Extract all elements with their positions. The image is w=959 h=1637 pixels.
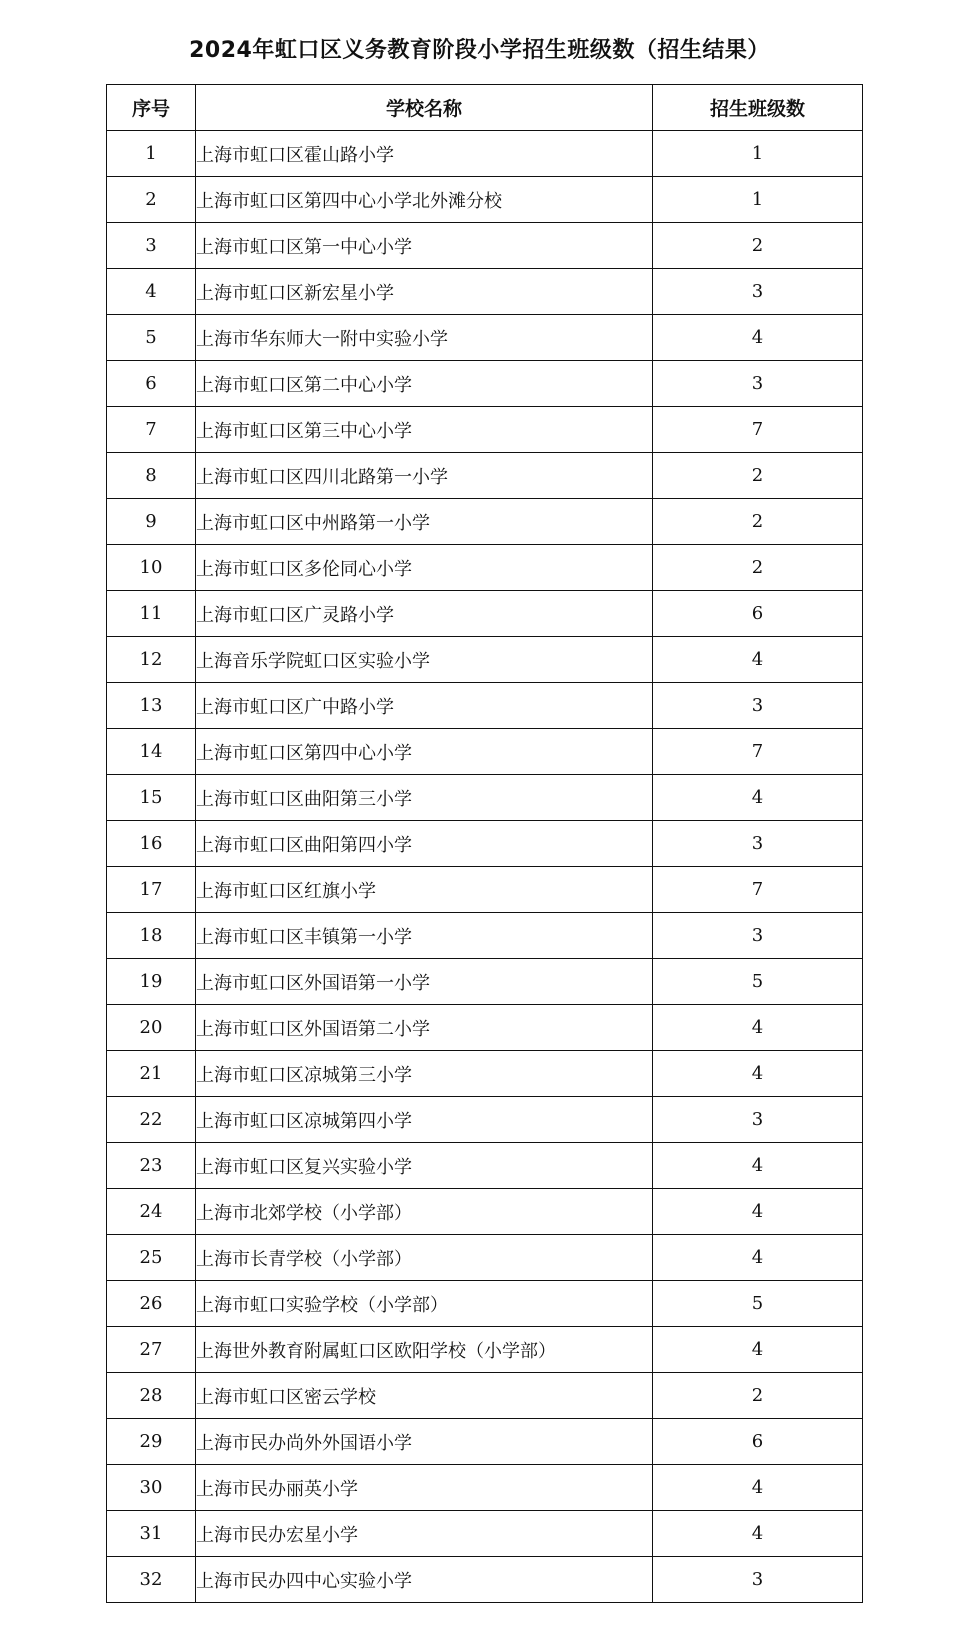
row-index-cell: 30 [107, 1465, 196, 1511]
row-index-cell: 17 [107, 867, 196, 913]
row-class-count-cell: 3 [653, 269, 863, 315]
row-index-cell: 5 [107, 315, 196, 361]
row-school-name-cell: 上海市虹口区丰镇第一小学 [196, 913, 653, 959]
row-index-cell: 15 [107, 775, 196, 821]
table-row [107, 177, 863, 223]
row-class-count-cell: 4 [653, 315, 863, 361]
table-row [107, 1465, 863, 1511]
table-row [107, 1281, 863, 1327]
row-school-name-cell: 上海市民办宏星小学 [196, 1511, 653, 1557]
table-row [107, 1557, 863, 1603]
row-school-name-cell: 上海市民办丽英小学 [196, 1465, 653, 1511]
row-class-count-cell: 2 [653, 545, 863, 591]
table-row [107, 1419, 863, 1465]
row-class-count-cell: 3 [653, 683, 863, 729]
row-index-cell: 25 [107, 1235, 196, 1281]
table-row [107, 269, 863, 315]
row-school-name-cell: 上海世外教育附属虹口区欧阳学校（小学部） [196, 1327, 653, 1373]
table-row [107, 1235, 863, 1281]
row-school-name-cell: 上海市虹口区广中路小学 [196, 683, 653, 729]
row-school-name-cell: 上海市虹口区四川北路第一小学 [196, 453, 653, 499]
row-class-count-cell: 4 [653, 1005, 863, 1051]
table-row [107, 821, 863, 867]
row-class-count-cell: 3 [653, 821, 863, 867]
row-school-name-cell: 上海市虹口区凉城第三小学 [196, 1051, 653, 1097]
row-index-cell: 16 [107, 821, 196, 867]
table-row [107, 453, 863, 499]
row-index-cell: 2 [107, 177, 196, 223]
row-class-count-cell: 2 [653, 223, 863, 269]
row-index-cell: 18 [107, 913, 196, 959]
row-school-name-cell: 上海市虹口区凉城第四小学 [196, 1097, 653, 1143]
row-class-count-cell: 4 [653, 1511, 863, 1557]
row-index-cell: 12 [107, 637, 196, 683]
row-school-name-cell: 上海市虹口实验学校（小学部） [196, 1281, 653, 1327]
table-row [107, 223, 863, 269]
row-index-cell: 6 [107, 361, 196, 407]
row-school-name-cell: 上海市虹口区新宏星小学 [196, 269, 653, 315]
table-row [107, 361, 863, 407]
table-row [107, 729, 863, 775]
row-index-cell: 22 [107, 1097, 196, 1143]
row-class-count-cell: 7 [653, 867, 863, 913]
header-school-name: 学校名称 [196, 85, 653, 131]
row-index-cell: 23 [107, 1143, 196, 1189]
row-school-name-cell: 上海市虹口区外国语第一小学 [196, 959, 653, 1005]
row-index-cell: 26 [107, 1281, 196, 1327]
row-class-count-cell: 1 [653, 131, 863, 177]
header-index: 序号 [107, 85, 196, 131]
row-class-count-cell: 2 [653, 499, 863, 545]
row-index-cell: 29 [107, 1419, 196, 1465]
header-class-count: 招生班级数 [653, 85, 863, 131]
row-index-cell: 7 [107, 407, 196, 453]
row-class-count-cell: 1 [653, 177, 863, 223]
row-class-count-cell: 4 [653, 775, 863, 821]
table-row [107, 1327, 863, 1373]
row-school-name-cell: 上海市虹口区第四中心小学北外滩分校 [196, 177, 653, 223]
enrollment-table [106, 84, 863, 1603]
table-row [107, 407, 863, 453]
table-row [107, 1373, 863, 1419]
row-school-name-cell: 上海市虹口区复兴实验小学 [196, 1143, 653, 1189]
row-index-cell: 9 [107, 499, 196, 545]
row-class-count-cell: 2 [653, 453, 863, 499]
row-index-cell: 8 [107, 453, 196, 499]
row-school-name-cell: 上海市虹口区外国语第二小学 [196, 1005, 653, 1051]
table-row [107, 775, 863, 821]
row-index-cell: 1 [107, 131, 196, 177]
row-index-cell: 24 [107, 1189, 196, 1235]
row-index-cell: 14 [107, 729, 196, 775]
row-school-name-cell: 上海市虹口区第一中心小学 [196, 223, 653, 269]
row-class-count-cell: 4 [653, 1051, 863, 1097]
row-class-count-cell: 6 [653, 1419, 863, 1465]
row-school-name-cell: 上海市虹口区第四中心小学 [196, 729, 653, 775]
row-class-count-cell: 4 [653, 1189, 863, 1235]
row-class-count-cell: 3 [653, 1557, 863, 1603]
row-school-name-cell: 上海市虹口区多伦同心小学 [196, 545, 653, 591]
row-school-name-cell: 上海市虹口区中州路第一小学 [196, 499, 653, 545]
row-school-name-cell: 上海市虹口区第三中心小学 [196, 407, 653, 453]
row-index-cell: 10 [107, 545, 196, 591]
row-index-cell: 31 [107, 1511, 196, 1557]
table-row [107, 867, 863, 913]
row-class-count-cell: 3 [653, 361, 863, 407]
row-class-count-cell: 3 [653, 913, 863, 959]
table-row [107, 591, 863, 637]
table-row [107, 1189, 863, 1235]
table-row [107, 545, 863, 591]
page-title: 2024年虹口区义务教育阶段小学招生班级数（招生结果） [189, 38, 770, 63]
row-class-count-cell: 7 [653, 407, 863, 453]
row-class-count-cell: 4 [653, 1327, 863, 1373]
row-class-count-cell: 7 [653, 729, 863, 775]
row-school-name-cell: 上海市虹口区第二中心小学 [196, 361, 653, 407]
row-index-cell: 19 [107, 959, 196, 1005]
row-school-name-cell: 上海市虹口区霍山路小学 [196, 131, 653, 177]
table-row [107, 637, 863, 683]
row-class-count-cell: 4 [653, 1465, 863, 1511]
table-row [107, 683, 863, 729]
table-row [107, 499, 863, 545]
row-school-name-cell: 上海市虹口区曲阳第四小学 [196, 821, 653, 867]
table-row [107, 1097, 863, 1143]
table-row [107, 131, 863, 177]
row-class-count-cell: 3 [653, 1097, 863, 1143]
table-header-row [107, 85, 863, 131]
row-index-cell: 21 [107, 1051, 196, 1097]
row-index-cell: 27 [107, 1327, 196, 1373]
row-school-name-cell: 上海市虹口区密云学校 [196, 1373, 653, 1419]
row-index-cell: 4 [107, 269, 196, 315]
row-school-name-cell: 上海市虹口区红旗小学 [196, 867, 653, 913]
table-row [107, 913, 863, 959]
row-index-cell: 28 [107, 1373, 196, 1419]
row-school-name-cell: 上海市民办四中心实验小学 [196, 1557, 653, 1603]
table-row [107, 959, 863, 1005]
row-index-cell: 11 [107, 591, 196, 637]
row-class-count-cell: 4 [653, 1143, 863, 1189]
table-row [107, 1005, 863, 1051]
table-row [107, 1143, 863, 1189]
row-school-name-cell: 上海市虹口区广灵路小学 [196, 591, 653, 637]
table-row [107, 1511, 863, 1557]
table-row [107, 1051, 863, 1097]
row-school-name-cell: 上海市虹口区曲阳第三小学 [196, 775, 653, 821]
row-class-count-cell: 5 [653, 959, 863, 1005]
row-class-count-cell: 4 [653, 637, 863, 683]
row-class-count-cell: 4 [653, 1235, 863, 1281]
row-school-name-cell: 上海音乐学院虹口区实验小学 [196, 637, 653, 683]
row-school-name-cell: 上海市长青学校（小学部） [196, 1235, 653, 1281]
table-row [107, 315, 863, 361]
row-class-count-cell: 2 [653, 1373, 863, 1419]
row-index-cell: 32 [107, 1557, 196, 1603]
row-school-name-cell: 上海市北郊学校（小学部） [196, 1189, 653, 1235]
row-school-name-cell: 上海市民办尚外外国语小学 [196, 1419, 653, 1465]
row-index-cell: 3 [107, 223, 196, 269]
row-school-name-cell: 上海市华东师大一附中实验小学 [196, 315, 653, 361]
row-class-count-cell: 5 [653, 1281, 863, 1327]
row-class-count-cell: 6 [653, 591, 863, 637]
row-index-cell: 20 [107, 1005, 196, 1051]
table-body [107, 131, 863, 1603]
row-index-cell: 13 [107, 683, 196, 729]
